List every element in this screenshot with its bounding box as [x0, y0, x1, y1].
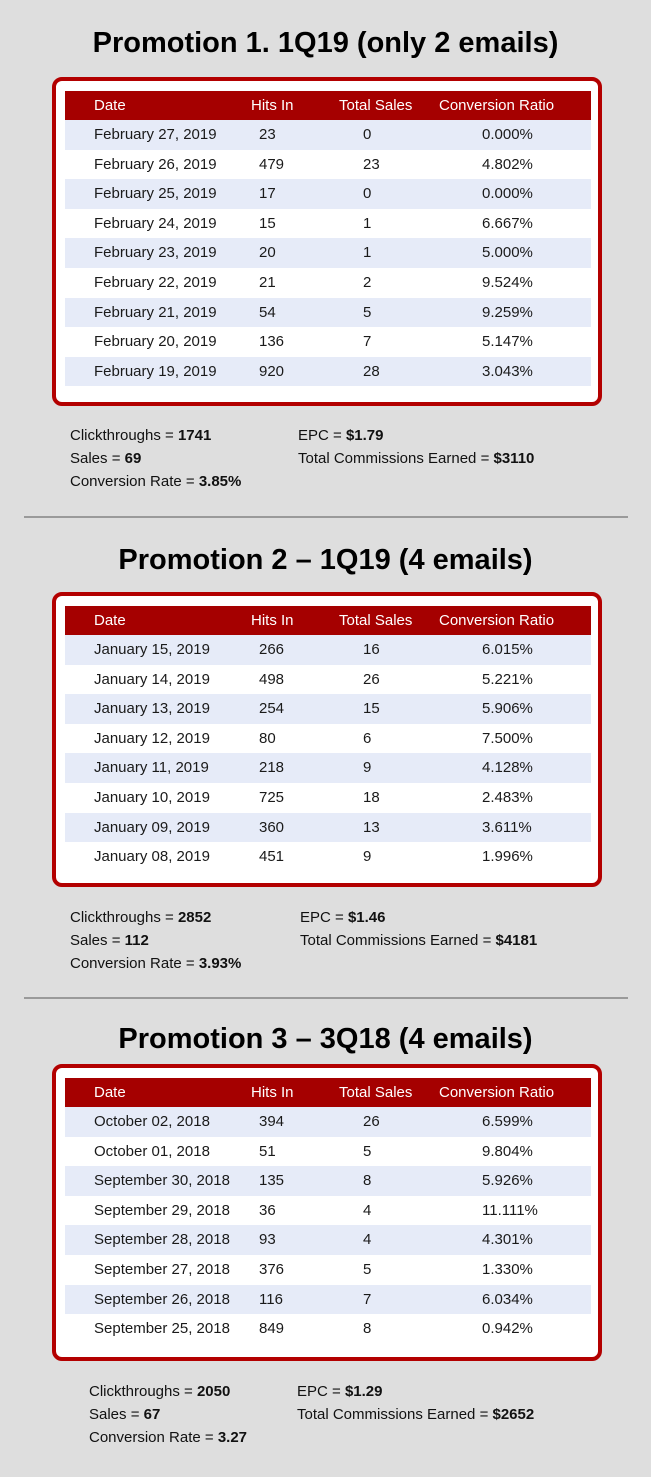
total-sales-header: Total Sales [339, 97, 413, 114]
clickthroughs-line: Clickthroughs = 2050 [89, 1383, 231, 1400]
epc-value: $1.46 [347, 909, 386, 926]
date-cell: February 19, 2019 [94, 362, 217, 380]
date-cell: January 11, 2019 [94, 759, 209, 777]
total-sales-cell: 16 [363, 641, 380, 658]
conversion-ratio-cell: 5.906% [482, 700, 533, 718]
table-row [65, 179, 591, 209]
promotion-3-summary-left [89, 1380, 247, 1449]
total-sales-cell: 1 [363, 214, 372, 232]
table-row [65, 813, 591, 843]
conversion-ratio-cell: 0.942% [482, 1320, 533, 1338]
hits-in-cell: 136 [259, 333, 285, 351]
promotion-2-title: Promotion 2 – 1Q19 (4 emails) [118, 544, 533, 576]
conversion-ratio-header: Conversion Ratio [439, 612, 555, 629]
commissions-value: $2652 [492, 1406, 535, 1423]
total-sales-cell: 5 [363, 303, 372, 321]
date-cell: February 24, 2019 [94, 214, 217, 232]
clickthroughs-value: 2050 [196, 1383, 231, 1400]
total-sales-cell: 8 [363, 1172, 372, 1190]
table-row [65, 1107, 591, 1137]
total-sales-header: Total Sales [339, 612, 413, 629]
hits-in-cell: 54 [259, 303, 276, 321]
date-cell: September 30, 2018 [94, 1172, 230, 1190]
table-row [65, 238, 591, 268]
promotion-1-table-frame [52, 77, 602, 406]
date-header: Date [94, 1084, 126, 1101]
conversion-ratio-cell: 0.000% [482, 185, 533, 203]
conversion-ratio-cell: 6.034% [482, 1290, 533, 1308]
total-sales-cell: 28 [363, 362, 380, 380]
table-row [65, 1314, 591, 1344]
hits-in-cell: 51 [259, 1142, 276, 1160]
epc-value: $1.29 [344, 1383, 383, 1400]
conversion-ratio-cell: 0.000% [482, 126, 533, 143]
table-row [65, 1255, 591, 1285]
total-sales-cell: 4 [363, 1231, 372, 1249]
hits-in-cell: 23 [259, 126, 276, 143]
date-cell: October 02, 2018 [94, 1113, 210, 1130]
conversion-ratio-cell: 4.301% [482, 1231, 533, 1249]
table-row [65, 150, 591, 180]
hits-in-header: Hits In [251, 1084, 294, 1101]
promotion-2-summary-right [300, 906, 537, 952]
total-sales-cell: 7 [363, 1290, 372, 1308]
date-cell: February 23, 2019 [94, 244, 217, 262]
hits-in-cell: 849 [259, 1320, 285, 1338]
clickthroughs-line: Clickthroughs = 1741 [70, 427, 212, 444]
table-row [65, 1166, 591, 1196]
date-cell: February 22, 2019 [94, 273, 217, 291]
promotion-3-table-frame [52, 1064, 602, 1361]
hits-in-cell: 254 [259, 700, 285, 718]
commissions-value: $3110 [493, 450, 535, 467]
date-cell: September 27, 2018 [94, 1260, 230, 1278]
hits-in-cell: 451 [259, 848, 285, 866]
table-row [65, 1285, 591, 1315]
sales-line: Sales = 112 [70, 932, 149, 949]
epc-line: EPC = $1.79 [298, 427, 384, 444]
conversion-ratio-cell: 2.483% [482, 788, 533, 806]
conversion-rate-line: Conversion Rate = 3.93% [70, 955, 242, 972]
total-sales-cell: 5 [363, 1142, 372, 1160]
table-row [65, 209, 591, 239]
date-cell: February 27, 2019 [94, 126, 217, 143]
date-cell: October 01, 2018 [94, 1142, 210, 1160]
sales-value: 112 [124, 932, 149, 949]
conversion-rate-line: Conversion Rate = 3.85% [70, 473, 242, 490]
hits-in-cell: 920 [259, 362, 285, 380]
commissions-value: $4181 [495, 932, 538, 949]
promotion-3-title: Promotion 3 – 3Q18 (4 emails) [118, 1023, 533, 1055]
promotion-1-table [65, 91, 591, 386]
total-sales-cell: 5 [363, 1260, 372, 1278]
conversion-ratio-cell: 5.221% [482, 670, 533, 688]
hits-in-cell: 376 [259, 1260, 285, 1278]
table-header [65, 1078, 591, 1107]
hits-in-cell: 20 [259, 244, 276, 262]
promotion-2-summary-left [70, 906, 241, 975]
hits-in-cell: 218 [259, 759, 285, 777]
conversion-ratio-cell: 3.043% [482, 362, 533, 380]
conversion-ratio-cell: 5.147% [482, 333, 533, 351]
table-row [65, 327, 591, 357]
table-row [65, 694, 591, 724]
conversion-ratio-cell: 3.611% [482, 818, 532, 836]
conversion-ratio-header: Conversion Ratio [439, 97, 555, 114]
date-cell: February 20, 2019 [94, 333, 217, 351]
date-cell: January 08, 2019 [94, 848, 210, 866]
table-row [65, 1196, 591, 1226]
date-cell: January 15, 2019 [94, 641, 210, 658]
date-cell: January 10, 2019 [94, 788, 210, 806]
conversion-ratio-cell: 1.996% [482, 848, 533, 866]
total-sales-cell: 1 [363, 244, 372, 262]
commissions-line: Total Commissions Earned = $2652 [297, 1406, 535, 1423]
conversion-ratio-cell: 6.599% [482, 1113, 533, 1130]
table-row [65, 1225, 591, 1255]
table-row [65, 783, 591, 813]
hits-in-cell: 116 [259, 1290, 283, 1308]
conversion-ratio-cell: 7.500% [482, 729, 533, 747]
conversion-ratio-cell: 9.804% [482, 1142, 533, 1160]
epc-line: EPC = $1.29 [297, 1383, 383, 1400]
total-sales-cell: 26 [363, 670, 380, 688]
hits-in-cell: 360 [259, 818, 285, 836]
conversion-ratio-cell: 9.524% [482, 273, 533, 291]
table-row [65, 665, 591, 695]
section-divider [24, 997, 628, 999]
table-row [65, 357, 591, 387]
hits-in-cell: 394 [259, 1113, 285, 1130]
total-sales-cell: 26 [363, 1113, 380, 1130]
date-cell: September 28, 2018 [94, 1231, 230, 1249]
hits-in-cell: 36 [259, 1201, 276, 1219]
promotion-2-table-frame [52, 592, 602, 887]
promotion-1-title: Promotion 1. 1Q19 (only 2 emails) [92, 27, 559, 59]
total-sales-cell: 23 [363, 155, 380, 173]
clickthroughs-line: Clickthroughs = 2852 [70, 909, 212, 926]
conversion-ratio-cell: 6.667% [482, 214, 533, 232]
conversion-rate-value: 3.93% [198, 955, 242, 972]
conversion-ratio-cell: 4.128% [482, 759, 533, 777]
table-row [65, 120, 591, 150]
hits-in-cell: 135 [259, 1172, 285, 1190]
table-row [65, 635, 591, 665]
conversion-ratio-cell: 1.330% [482, 1260, 533, 1278]
total-sales-cell: 0 [363, 126, 372, 143]
date-cell: September 26, 2018 [94, 1290, 230, 1308]
promotion-2-table [65, 606, 591, 872]
hits-in-header: Hits In [251, 612, 294, 629]
promotion-3-summary-right [297, 1380, 534, 1426]
total-sales-cell: 7 [363, 333, 372, 351]
conversion-ratio-cell: 6.015% [482, 641, 533, 658]
hits-in-cell: 80 [259, 729, 276, 747]
sales-line: Sales = 69 [70, 450, 142, 467]
table-row [65, 724, 591, 754]
epc-line: EPC = $1.46 [300, 909, 386, 926]
conversion-rate-value: 3.85% [198, 473, 242, 490]
sales-value: 69 [124, 450, 142, 467]
epc-value: $1.79 [345, 427, 384, 444]
total-sales-cell: 8 [363, 1320, 372, 1338]
hits-in-cell: 17 [259, 185, 276, 203]
date-header: Date [94, 97, 126, 114]
hits-in-cell: 266 [259, 641, 285, 658]
hits-in-cell: 498 [259, 670, 285, 688]
conversion-ratio-cell: 5.000% [482, 244, 533, 262]
date-cell: January 14, 2019 [94, 670, 210, 688]
promotion-3-table [65, 1078, 591, 1344]
section-divider [24, 516, 628, 518]
table-row [65, 842, 591, 872]
date-header: Date [94, 612, 126, 629]
date-cell: January 09, 2019 [94, 818, 210, 836]
clickthroughs-value: 2852 [177, 909, 212, 926]
table-row [65, 268, 591, 298]
total-sales-cell: 6 [363, 729, 372, 747]
sales-value: 67 [143, 1406, 161, 1423]
date-cell: February 21, 2019 [94, 303, 217, 321]
hits-in-cell: 15 [259, 214, 276, 232]
hits-in-cell: 725 [259, 788, 285, 806]
sales-line: Sales = 67 [89, 1406, 161, 1423]
total-sales-cell: 13 [363, 818, 380, 836]
total-sales-cell: 2 [363, 273, 372, 291]
hits-in-header: Hits In [251, 97, 294, 114]
promotion-1-summary-left [70, 424, 241, 493]
conversion-ratio-cell: 9.259% [482, 303, 533, 321]
hits-in-cell: 479 [259, 155, 285, 173]
total-sales-cell: 15 [363, 700, 380, 718]
total-sales-cell: 9 [363, 759, 372, 777]
table-row [65, 753, 591, 783]
conversion-rate-value: 3.27 [217, 1429, 248, 1446]
date-cell: January 12, 2019 [94, 729, 210, 747]
table-row [65, 298, 591, 328]
table-header [65, 606, 591, 635]
commissions-line: Total Commissions Earned = $3110 [298, 450, 535, 467]
table-row [65, 1137, 591, 1167]
conversion-ratio-header: Conversion Ratio [439, 1084, 555, 1101]
date-cell: September 29, 2018 [94, 1201, 230, 1219]
total-sales-cell: 4 [363, 1201, 372, 1219]
clickthroughs-value: 1741 [177, 427, 212, 444]
date-cell: February 26, 2019 [94, 155, 217, 173]
promotion-1-summary-right [298, 424, 534, 470]
total-sales-header: Total Sales [339, 1084, 413, 1101]
hits-in-cell: 93 [259, 1231, 276, 1249]
total-sales-cell: 9 [363, 848, 372, 866]
date-cell: February 25, 2019 [94, 185, 217, 203]
commissions-line: Total Commissions Earned = $4181 [300, 932, 538, 949]
conversion-ratio-cell: 4.802% [482, 155, 533, 173]
hits-in-cell: 21 [259, 273, 276, 291]
conversion-ratio-cell: 11.111% [482, 1201, 538, 1219]
conversion-rate-line: Conversion Rate = 3.27 [89, 1429, 248, 1446]
date-cell: September 25, 2018 [94, 1320, 230, 1338]
total-sales-cell: 18 [363, 788, 380, 806]
date-cell: January 13, 2019 [94, 700, 210, 718]
conversion-ratio-cell: 5.926% [482, 1172, 533, 1190]
total-sales-cell: 0 [363, 185, 372, 203]
table-header [65, 91, 591, 120]
